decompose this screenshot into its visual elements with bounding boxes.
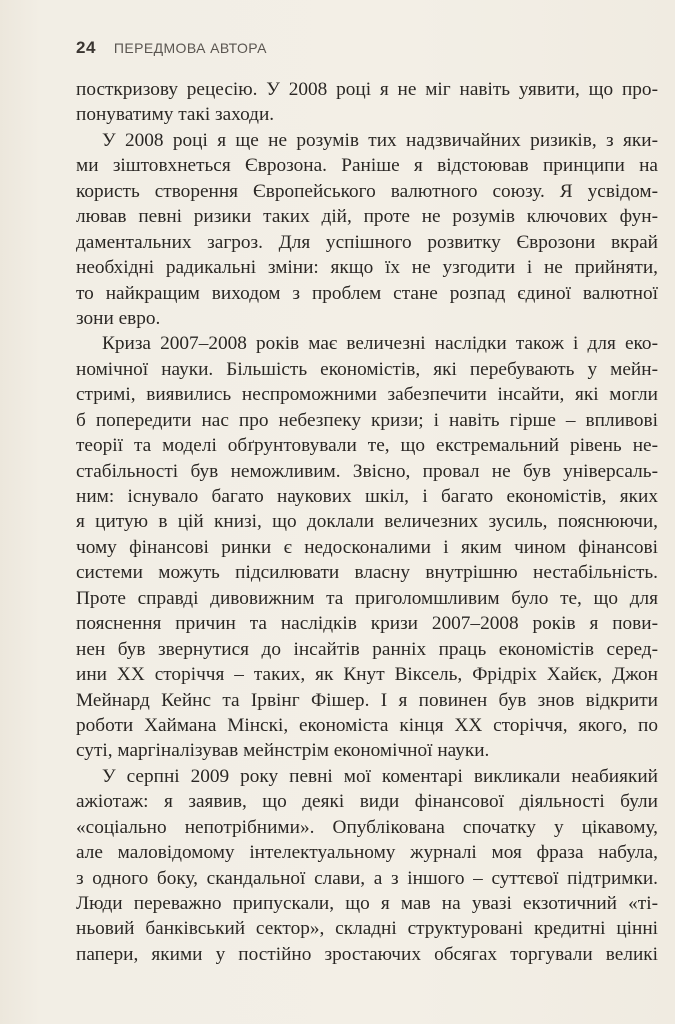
text-line: теорії та моделі обґрунтовували те, що екстремальний рівень не- (76, 435, 658, 457)
text-line: ини XX сторіччя – таких, як Кнут Віксель, Фрідріх Хайєк, Джон (76, 664, 658, 686)
text-line: нен був звернутися до інсайтів ранніх праць економістів серед- (76, 638, 658, 660)
body-text (76, 77, 658, 967)
text-line: але маловідомому інтелектуальному журналі моя фраза набула, (76, 842, 658, 864)
text-line: ажіотаж: я заявив, що деякі види фінансової діяльності були (76, 791, 658, 813)
text-line: користь створення Європейського валютного союзу. Я усвідом- (76, 180, 658, 202)
text-line: суті, маргіналізував мейнстрім економічної науки. (76, 740, 490, 762)
text-line: ним: існувало багато наукових шкіл, і багато економістів, яких (76, 486, 658, 507)
page-header (76, 38, 267, 58)
running-head: ПЕРЕДМОВА АВТОРА (113, 40, 267, 56)
text-line: У серпні 2009 року певні мої коментарі викликали неабиякий (102, 765, 658, 787)
text-line: системи можуть підсилювати власну внутрішню нестабільність. (76, 562, 658, 584)
text-line: номічної науки. Більшість економістів, які перебувають у мейн- (76, 358, 658, 380)
text-line: ми зіштовхнеться Єврозона. Раніше я відстоював принципи на (76, 155, 658, 177)
text-line: б попередити нас про небезпеку кризи; і навіть гірше – впливові (76, 409, 658, 431)
text-line: папери, якими у постійно зростаючих обсягах торгували великі (76, 943, 658, 965)
text-line: зони евро. (76, 307, 161, 329)
text-line: понуватиму такі заходи. (76, 104, 275, 126)
text-line: стабільності був неможливим. Звісно, провал не був універсаль- (76, 460, 658, 482)
text-line: даментальних загроз. Для успішного розвитку Єврозони вкрай (76, 231, 658, 253)
text-line: «соціально непотрібними». Опублікована спочатку у цікавому, (76, 816, 658, 838)
text-line: ньовий банківський сектор», складні структуровані кредитні цінні (76, 918, 658, 940)
text-line: У 2008 році я ще не розумів тих надзвичайних ризиків, з яки- (102, 129, 658, 151)
text-line: Люди переважно припускали, що я мав на увазі екзотичний «ті- (76, 893, 658, 914)
text-line: роботи Хаймана Мінскі, економіста кінця XX сторіччя, якого, по (76, 714, 658, 736)
text-line: чому фінансові ринки є недосконалими і яким чином фінансові (76, 536, 658, 558)
text-line: Проте справді дивовижним та приголомшливим було те, що для (76, 587, 658, 609)
text-line: лював певні ризики таких дій, проте не розумів ключових фун- (76, 206, 658, 228)
text-line: посткризову рецесію. У 2008 році я не міг навіть уявити, що про- (76, 79, 658, 100)
text-line: Мейнард Кейнс та Ірвінг Фішер. І я повинен був знов відкрити (76, 689, 658, 711)
text-line: необхідні радикальні зміни: якщо їх не узгодити і не прийняти, (76, 257, 658, 279)
text-line: стримі, виявились неспроможними забезпечити інсайти, які могли (76, 384, 658, 406)
page-number: 24 (76, 38, 96, 57)
text-line: я цитую в цій книзі, що доклали величезних зусиль, пояснюючи, (76, 511, 658, 533)
text-line: пояснення причин та наслідків кризи 2007–2008 років я пови- (76, 613, 658, 635)
text-line: з одного боку, скандальної слави, а з іншого – суттєвої підтримки. (76, 867, 658, 889)
text-line: Криза 2007–2008 років має величезні наслідки також і для еко- (102, 333, 658, 355)
text-line: то найкращим виходом з проблем стане розпад єдиної валютної (76, 282, 658, 304)
